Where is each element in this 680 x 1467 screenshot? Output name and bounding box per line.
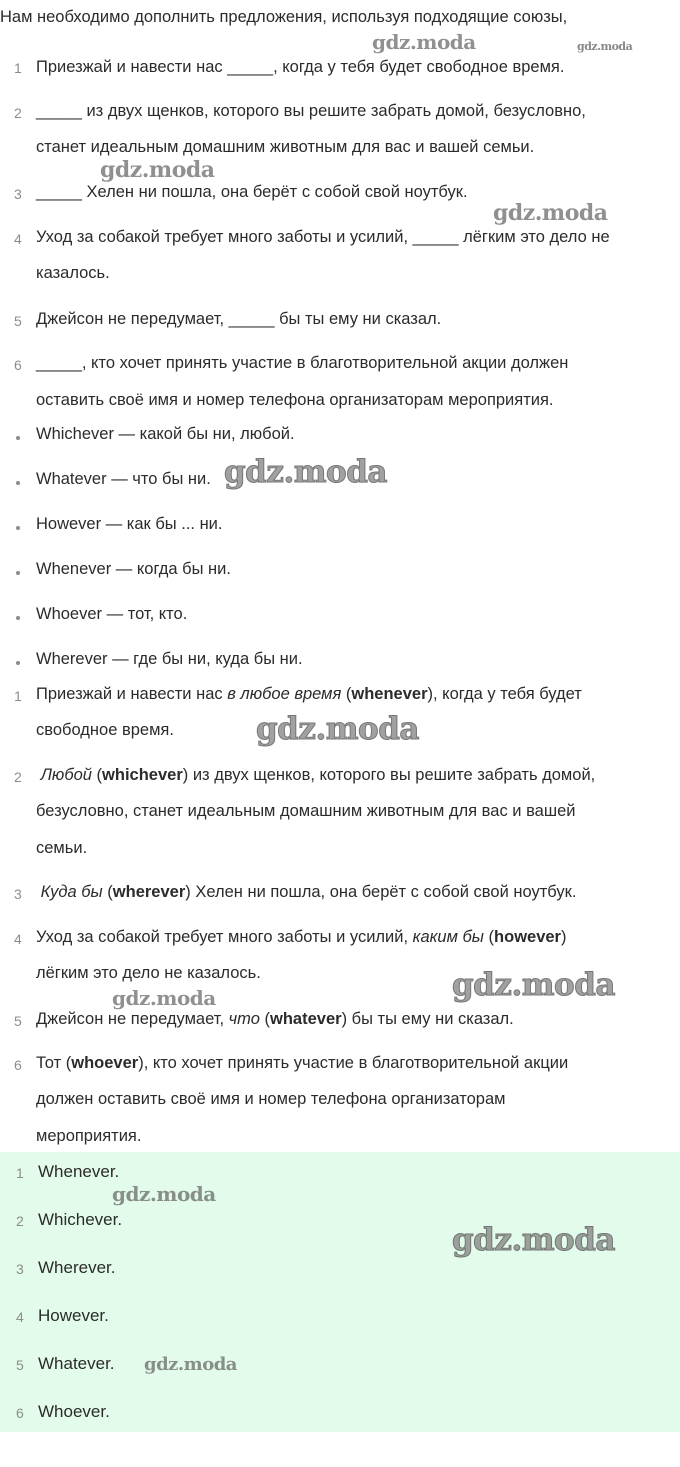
bullet-icon [16,571,20,575]
bullet-icon [16,481,20,485]
task-line: Уход за собакой требует много заботы и усилий, _____ лёгким это дело не [36,228,610,246]
answer-item: However. [38,1306,109,1325]
vocab-item: Whichever — какой бы ни, любой. [36,425,295,443]
item-number: 5 [14,313,22,329]
item-number: 5 [14,1013,22,1029]
solution-line: свободное время. [36,721,174,739]
vocab-item: Whatever — что бы ни. [36,470,211,488]
watermark: gdz.moda [372,30,476,54]
item-number: 6 [14,357,22,373]
watermark: gdz.moda [452,1222,615,1258]
answer-item: Whenever. [38,1162,120,1181]
task-line: Приезжай и навести нас _____, когда у тебя будет свободное время. [36,58,565,76]
task-line: станет идеальным домашним животным для вас и вашей семьи. [36,138,535,156]
watermark: gdz.moda [144,1354,237,1375]
solution-line: Джейсон не передумает, что (whatever) бы ты ему ни сказал. [36,1010,514,1028]
watermark: gdz.moda [256,711,419,747]
item-number: 1 [14,60,22,76]
item-number: 2 [16,1213,24,1229]
intro-text: Нам необходимо дополнить предложения, используя подходящие союзы, [0,8,568,26]
watermark: gdz.moda [100,157,215,183]
item-number: 3 [16,1261,24,1277]
watermark: gdz.moda [577,40,633,53]
item-number: 3 [14,886,22,902]
bullet-icon [16,436,20,440]
answer-item: Whatever. [38,1354,115,1373]
item-number: 4 [14,931,22,947]
vocab-item: Wherever — где бы ни, куда бы ни. [36,650,303,668]
watermark: gdz.moda [112,1182,216,1206]
vocab-item: However — как бы ... ни. [36,515,223,533]
task-line: Джейсон не передумает, _____ бы ты ему ни сказал. [36,310,442,328]
solution-line: Приезжай и навести нас в любое время (whenever), когда у тебя будет [36,685,582,703]
task-line: оставить своё имя и номер телефона организаторам мероприятия. [36,391,554,409]
item-number: 1 [16,1165,24,1181]
item-number: 2 [14,769,22,785]
item-number: 4 [16,1309,24,1325]
solution-line: Куда бы (wherever) Хелен ни пошла, она берёт с собой свой ноутбук. [40,883,577,901]
solution-line: Тот (whoever), кто хочет принять участие в благотворительной акции [36,1054,569,1072]
answer-block [0,1152,680,1432]
item-number: 2 [14,105,22,121]
watermark: gdz.moda [493,200,608,226]
task-line: казалось. [36,264,110,282]
bullet-icon [16,616,20,620]
item-number: 6 [14,1057,22,1073]
vocab-item: Whoever — тот, кто. [36,605,188,623]
answer-item: Whichever. [38,1210,123,1229]
answer-item: Whoever. [38,1402,110,1421]
item-number: 1 [14,688,22,704]
bullet-icon [16,526,20,530]
solution-line: Любой (whichever) из двух щенков, которого вы решите забрать домой, [40,766,596,784]
watermark: gdz.moda [112,986,216,1010]
answer-item: Wherever. [38,1258,116,1277]
vocab-item: Whenever — когда бы ни. [36,560,231,578]
item-number: 5 [16,1357,24,1373]
solution-line: семьи. [36,839,88,857]
watermark: gdz.moda [224,454,387,490]
watermark: gdz.moda [452,967,615,1003]
task-line: _____ Хелен ни пошла, она берёт с собой свой ноутбук. [36,183,468,201]
solution-line: безусловно, станет идеальным домашним животным для вас и вашей [36,802,576,820]
solution-line: лёгким это дело не казалось. [36,964,261,982]
solution-line: должен оставить своё имя и номер телефона организаторам [36,1090,506,1108]
solution-line: Уход за собакой требует много заботы и усилий, каким бы (however) [36,928,567,946]
item-number: 3 [14,186,22,202]
item-number: 4 [14,231,22,247]
bullet-icon [16,661,20,665]
task-line: _____, кто хочет принять участие в благотворительной акции должен [36,354,569,372]
solution-line: мероприятия. [36,1127,142,1145]
item-number: 6 [16,1405,24,1421]
task-line: _____ из двух щенков, которого вы решите забрать домой, безусловно, [36,102,586,120]
